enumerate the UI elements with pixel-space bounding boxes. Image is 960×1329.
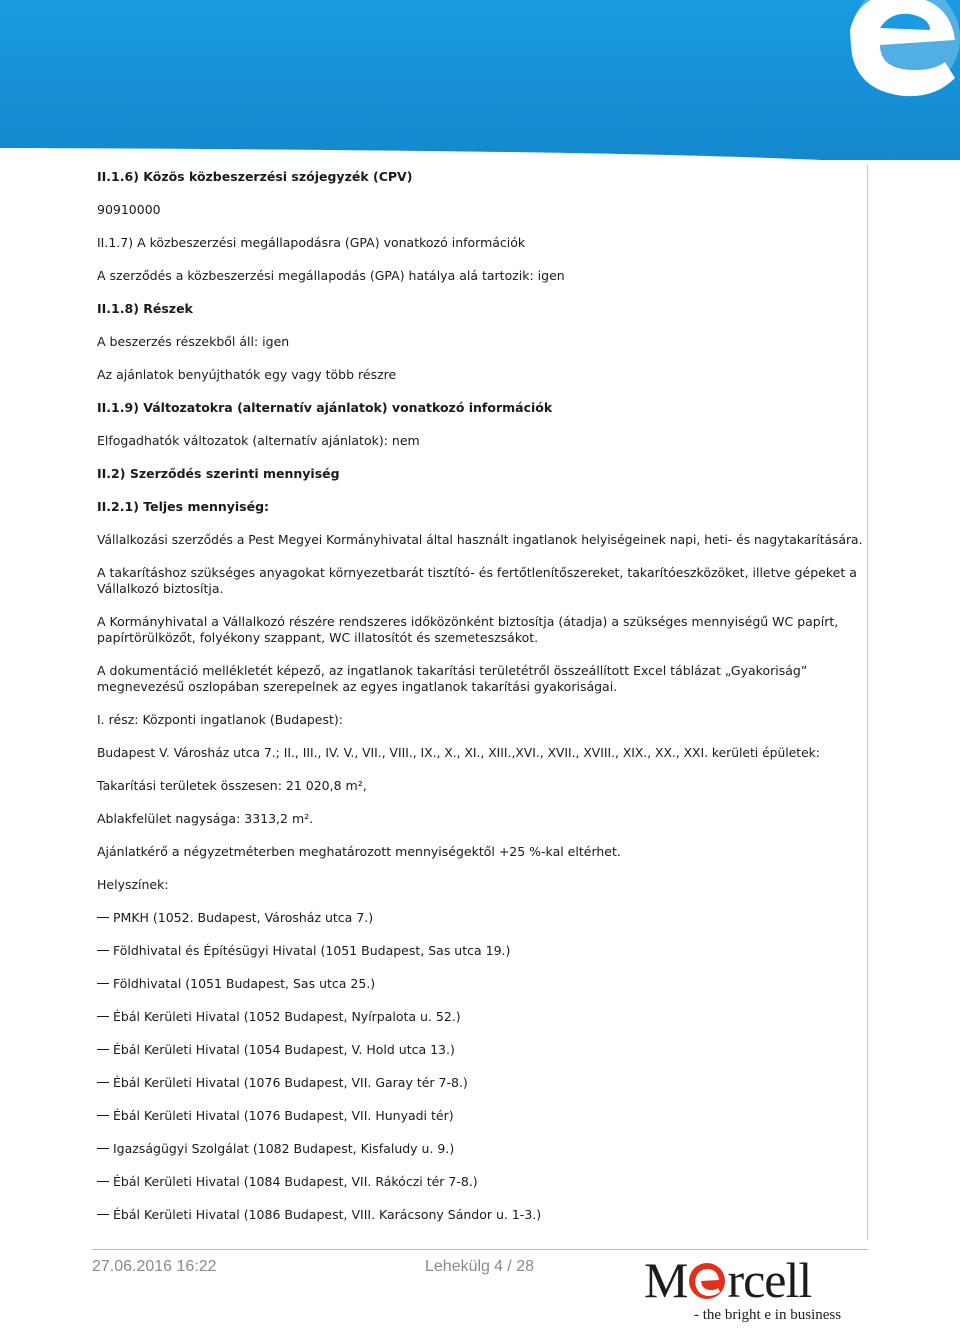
total-cleaning-area: Takarítási területek összesen: 21 020,8 m², [97, 778, 367, 793]
list-item: Igazságügyi Szolgálat (1082 Budapest, Kisfaludy u. 9.) [97, 1141, 867, 1157]
window-area: Ablakfelület nagysága: 3313,2 m². [97, 811, 314, 826]
dash-bullet-icon [97, 1082, 109, 1083]
logo-text-end: rcell [727, 1252, 812, 1308]
list-item: Földhivatal és Építésügyi Hivatal (1051 Budapest, Sas utca 19.) [97, 943, 867, 959]
dash-bullet-icon [97, 1016, 109, 1017]
list-item: Ébál Kerületi Hivatal (1084 Budapest, VII. Rákóczi tér 7-8.) [97, 1174, 867, 1190]
red-e-logo-icon [687, 1254, 727, 1314]
supplies-paragraph: A Kormányhivatal a Vállalkozó részére rendszeres időközönként biztosítja (átadja) a szükséges mennyiségű WC papírt, papírtörülközőt, folyékony szappant, WC illatosítót és szemeteszsákot. [97, 614, 839, 645]
page-indicator [425, 1258, 538, 1276]
logo-text-start: M [644, 1252, 688, 1308]
deviation-statement: Ajánlatkérő a négyzetméterben meghatározott mennyiségektől +25 %-kal eltérhet. [97, 844, 621, 859]
logo-tagline: - the bright e in business [694, 1307, 842, 1323]
contract-description: Vállalkozási szerződés a Pest Megyei Kormányhivatal által használt ingatlanok helyiségeinek napi, heti- és nagytakarítására. [97, 533, 863, 547]
marcell-logo [644, 1250, 866, 1310]
section-heading-parts: II.1.8) Részek [97, 301, 193, 316]
section-heading-cpv: II.1.6) Közös közbeszerzési szójegyzék (CPV) [97, 169, 413, 184]
list-item: PMKH (1052. Budapest, Városház utca 7.) [97, 910, 867, 926]
section-heading-total-quantity: II.2.1) Teljes mennyiség: [97, 499, 270, 514]
list-item: Ébál Kerületi Hivatal (1052 Budapest, Nyírpalota u. 52.) [97, 1009, 867, 1025]
gpa-statement: A szerződés a közbeszerzési megállapodás (GPA) hatálya alá tartozik: igen [97, 268, 565, 283]
parts-submission: Az ajánlatok benyújthatók egy vagy több részre [97, 367, 397, 382]
dash-bullet-icon [97, 1115, 109, 1116]
parts-statement: A beszerzés részekből áll: igen [97, 334, 290, 349]
list-item: Ébál Kerületi Hivatal (1076 Budapest, VII. Garay tér 7-8.) [97, 1075, 867, 1091]
variants-statement: Elfogadhatók változatok (alternatív ajánlatok): nem [97, 433, 420, 448]
dash-bullet-icon [97, 983, 109, 984]
list-item: Ébál Kerületi Hivatal (1086 Budapest, VIII. Karácsony Sándor u. 1-3.) [97, 1207, 867, 1223]
buildings-list: Budapest V. Városház utca 7.; II., III., IV. V., VII., VIII., IX., X., XI., XIII.,XVI., XVII., XVIII., XIX., XX., XXI. kerületi épületek: [97, 746, 820, 760]
content-frame-border [867, 165, 868, 1240]
part-one-heading: I. rész: Központi ingatlanok (Budapest): [97, 712, 343, 727]
cpv-code: 90910000 [97, 202, 161, 217]
list-item: Földhivatal (1051 Budapest, Sas utca 25.) [97, 976, 867, 992]
footer-timestamp: 27.06.2016 16:22 [92, 1258, 217, 1275]
list-item: Ébál Kerületi Hivatal (1076 Budapest, VII. Hunyadi tér) [97, 1108, 867, 1124]
dash-bullet-icon [97, 1214, 109, 1215]
materials-paragraph: A takarításhoz szükséges anyagokat környezetbarát tisztító- és fertőtlenítőszereket, takarítóeszközöket, illetve gépeket a Vállalkozó biztosítja. [97, 565, 857, 596]
dash-bullet-icon [97, 1049, 109, 1050]
documentation-paragraph: A dokumentáció mellékletét képező, az ingatlanok takarítási területétről összeállított Excel táblázat „Gyakoriság” megnevezésű oszlopában szerepelnek az egyes ingatlanok takarítási gyakoriságai. [97, 663, 808, 694]
section-heading-variants: II.1.9) Változatokra (alternatív ajánlatok) vonatkozó információk [97, 400, 553, 415]
dash-bullet-icon [97, 917, 109, 918]
dash-bullet-icon [97, 950, 109, 951]
header-banner [0, 0, 960, 160]
dash-bullet-icon [97, 1181, 109, 1182]
section-heading-quantity: II.2) Szerződés szerinti mennyiség [97, 466, 340, 481]
locations-heading: Helyszínek: [97, 877, 169, 892]
section-heading-gpa: II.1.7) A közbeszerzési megállapodásra (GPA) vonatkozó információk [97, 235, 526, 250]
page-number: 4 / 28 [493, 1258, 534, 1275]
page-label: Lehekülg [425, 1258, 490, 1275]
list-item: Ébál Kerületi Hivatal (1054 Budapest, V. Hold utca 13.) [97, 1042, 867, 1058]
dash-bullet-icon [97, 1148, 109, 1149]
document-body [97, 160, 867, 1240]
